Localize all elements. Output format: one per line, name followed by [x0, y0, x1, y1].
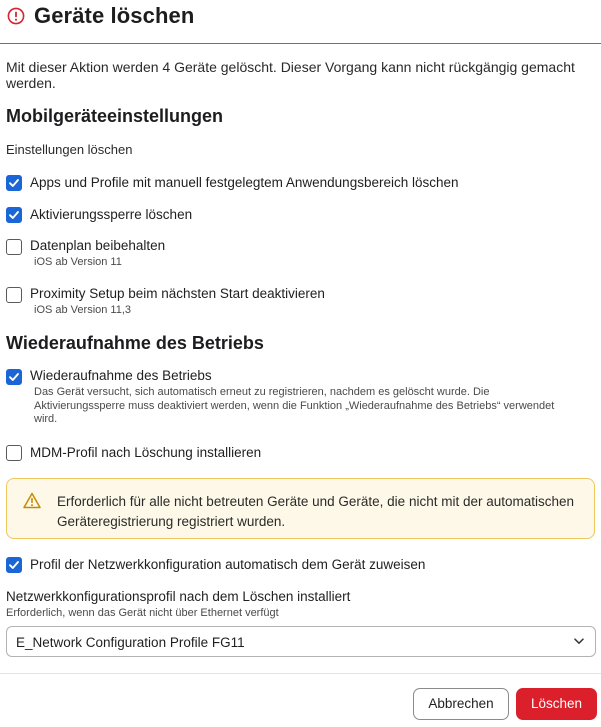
- network-profile-label: Netzwerkkonfigurationsprofil nach dem Löschen installiert: [6, 589, 351, 604]
- cancel-button[interactable]: Abbrechen: [413, 688, 509, 720]
- checkbox-assign-network-profile[interactable]: [6, 557, 22, 573]
- dialog-title: Geräte löschen: [34, 3, 195, 28]
- label-delete-activation-lock: Aktivierungssperre löschen: [30, 207, 193, 222]
- check-icon: [8, 559, 20, 571]
- label-install-mdm-profile: MDM-Profil nach Löschung installieren: [30, 445, 262, 460]
- intro-text: Mit dieser Aktion werden 4 Geräte gelöscht. Dieser Vorgang kann nicht rückgängig gemacht werden.: [6, 59, 575, 91]
- checkbox-install-mdm-profile[interactable]: [6, 445, 22, 461]
- label-keep-data-plan: Datenplan beibehalten: [30, 238, 166, 253]
- network-profile-hint: Erforderlich, wenn das Gerät nicht über Ethernet verfügt: [6, 607, 279, 619]
- checkbox-proximity-setup[interactable]: [6, 287, 22, 303]
- chevron-down-icon: [574, 638, 584, 645]
- label-delete-apps-profiles: Apps und Profile mit manuell festgelegtem Anwendungsbereich löschen: [30, 175, 459, 190]
- warning-triangle-icon: [23, 492, 41, 509]
- mobile-settings-heading: Mobilgeräteeinstellungen: [6, 106, 224, 126]
- check-icon: [8, 209, 20, 221]
- label-proximity-setup: Proximity Setup beim nächsten Start deaktivieren: [30, 286, 325, 301]
- check-icon: [8, 177, 20, 189]
- delete-button[interactable]: Löschen: [516, 688, 597, 720]
- alert-circle-icon: [7, 7, 25, 25]
- label-assign-network-profile: Profil der Netzwerkkonfiguration automatisch dem Gerät zuweisen: [30, 557, 426, 572]
- resume-heading: Wiederaufnahme des Betriebs: [6, 333, 264, 353]
- warning-banner: [6, 478, 595, 539]
- checkbox-resume-operations[interactable]: [6, 369, 22, 385]
- check-icon: [8, 371, 20, 383]
- checkbox-delete-apps-profiles[interactable]: [6, 175, 22, 191]
- dialog-header: [0, 0, 601, 44]
- hint-keep-data-plan: iOS ab Version 11: [34, 256, 122, 268]
- network-profile-select[interactable]: [6, 626, 596, 657]
- network-profile-selected: E_Network Configuration Profile FG11: [16, 635, 245, 650]
- description-resume-operations: Das Gerät versucht, sich automatisch erneut zu registrieren, nachdem es gelöscht wurde. Die Aktivierungssperre muss deaktiviert werden, wenn die Funktion „Wiederaufnahme des Betriebs“ verwendet wird.: [34, 386, 555, 425]
- label-resume-operations: Wiederaufnahme des Betriebs: [30, 368, 212, 383]
- checkbox-keep-data-plan[interactable]: [6, 239, 22, 255]
- hint-proximity-setup: iOS ab Version 11,3: [34, 304, 132, 316]
- checkbox-delete-activation-lock[interactable]: [6, 207, 22, 223]
- erase-settings-subheading: Einstellungen löschen: [6, 142, 133, 157]
- warning-text: Erforderlich für alle nicht betreuten Geräte und Geräte, die nicht mit der automatischen Geräteregistrierung registriert wurden.: [57, 494, 575, 529]
- footer-divider: [0, 673, 601, 674]
